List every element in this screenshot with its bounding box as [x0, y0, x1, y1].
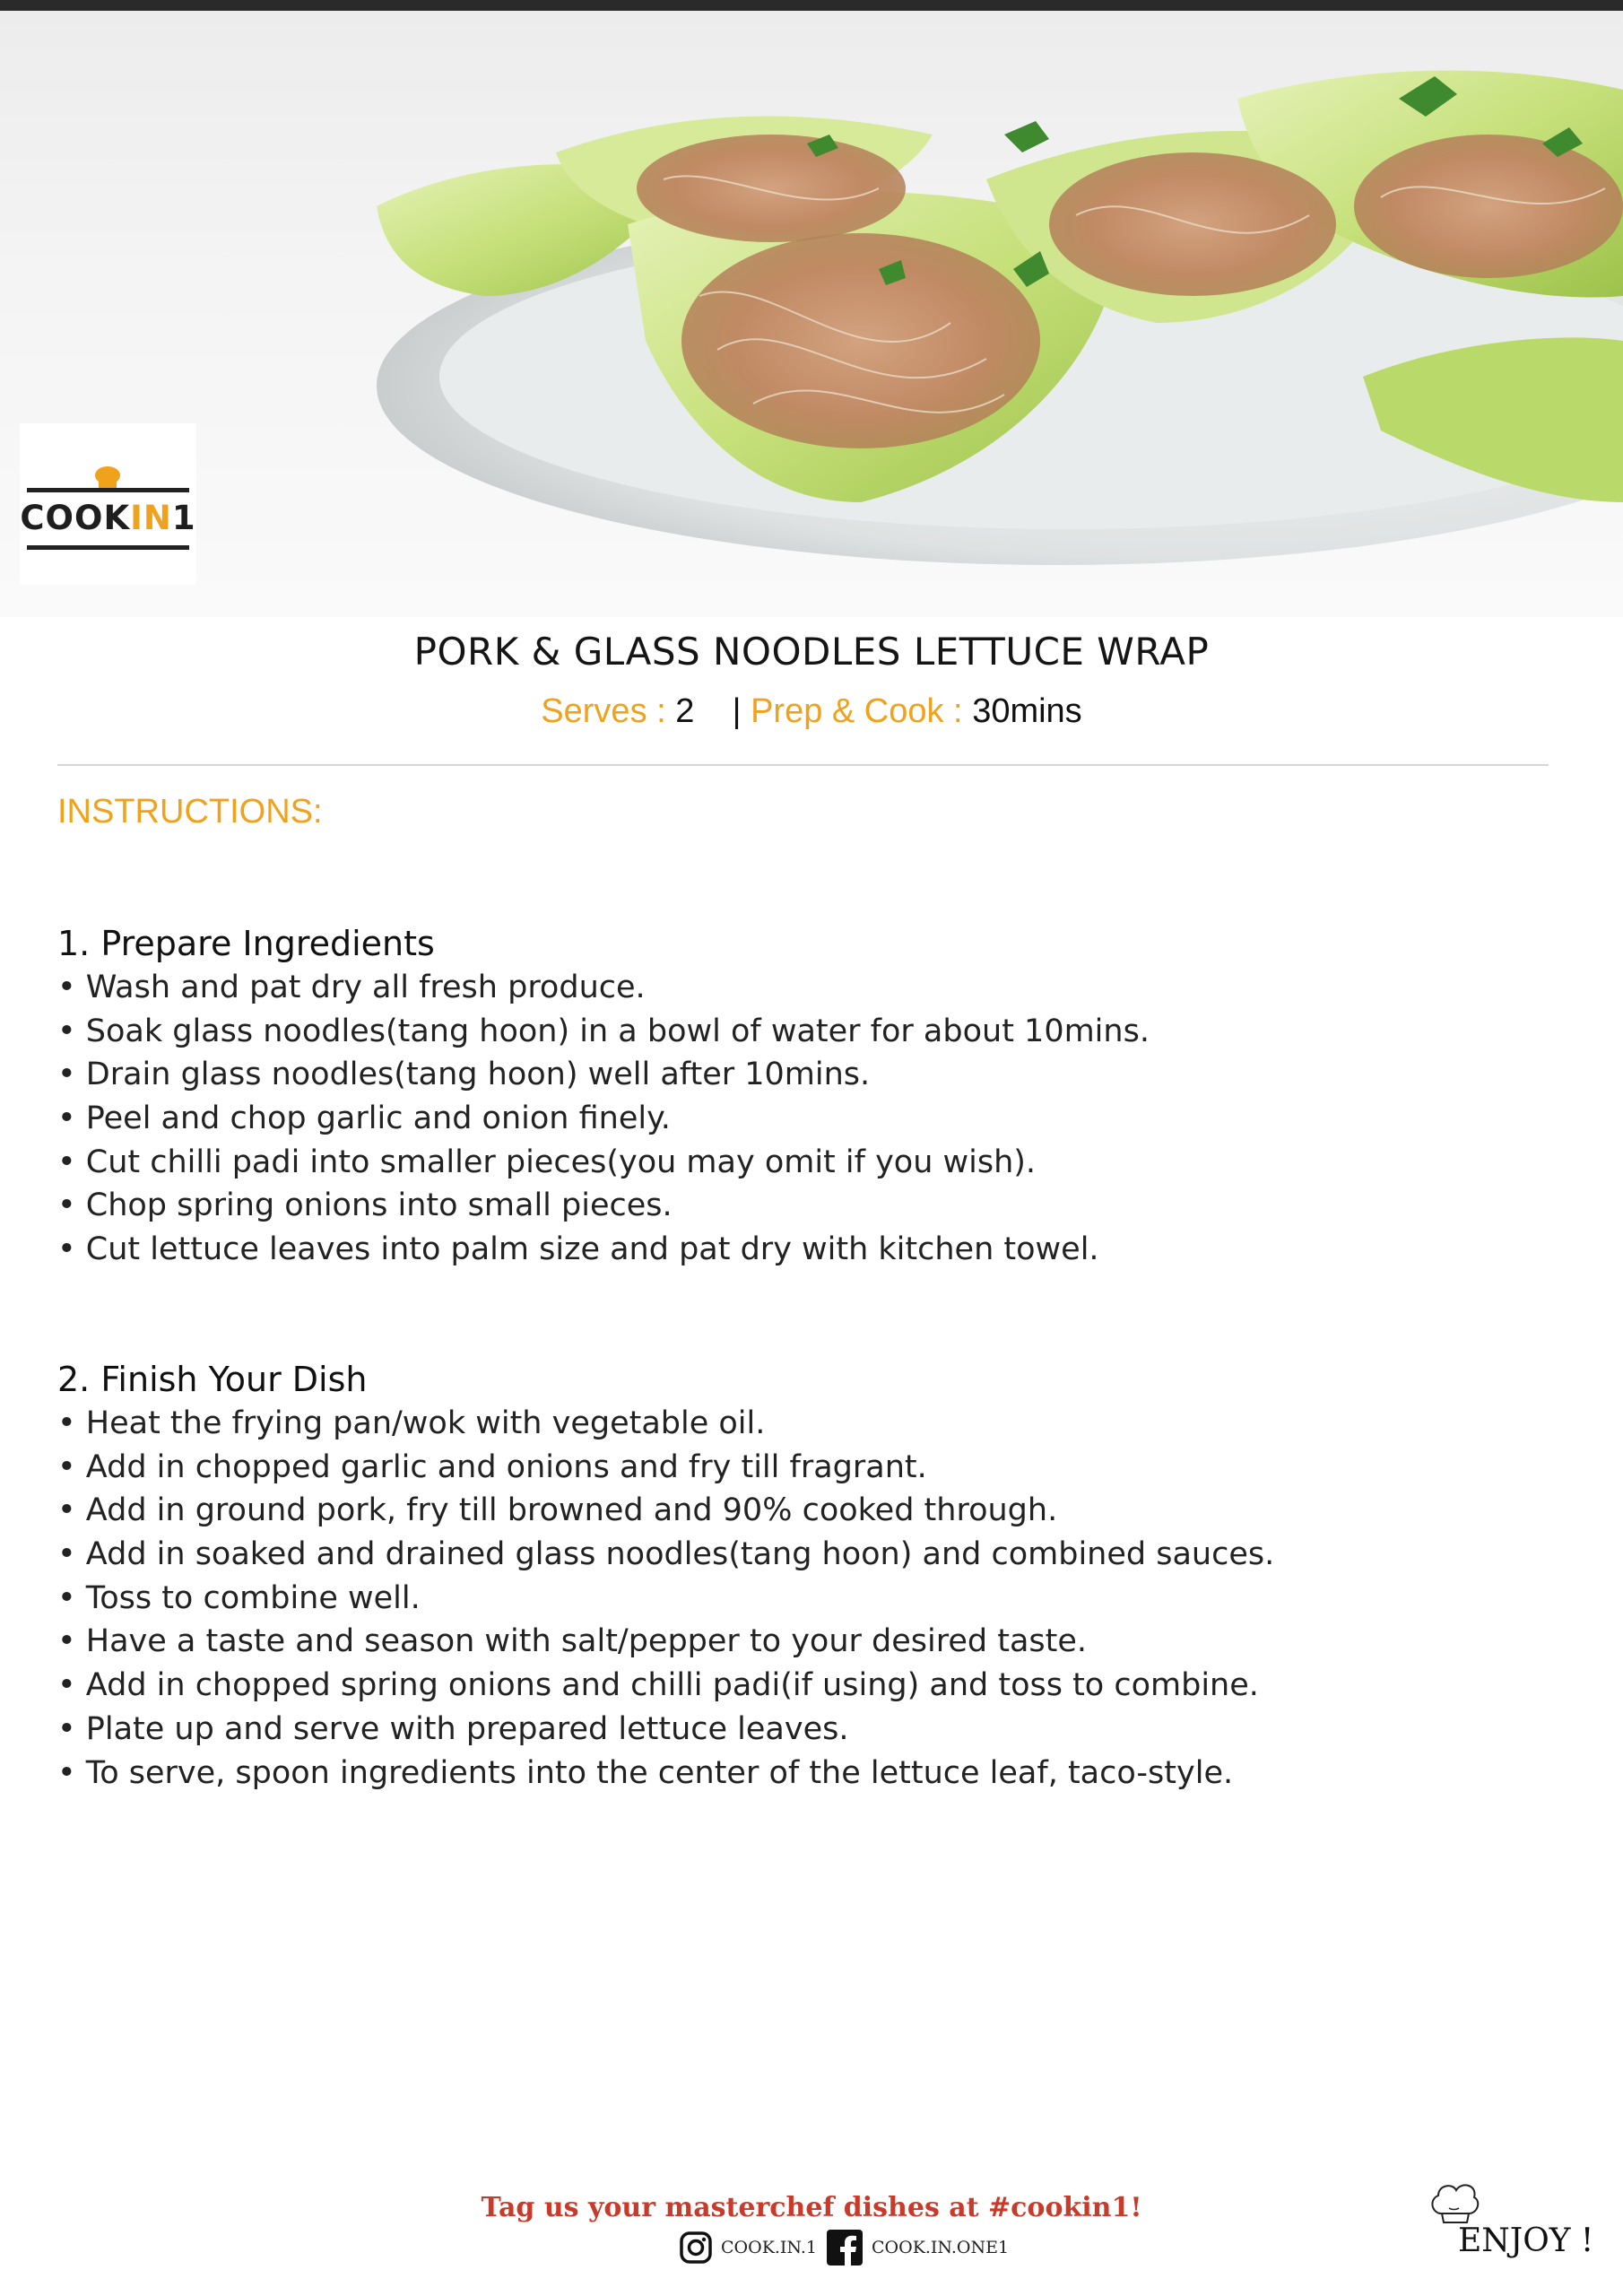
step-item: • Cut chilli padi into smaller pieces(you may omit if you wish).	[57, 1144, 1037, 1180]
instructions-heading: INSTRUCTIONS:	[57, 793, 323, 831]
serves-value: 2	[675, 692, 695, 730]
step-item: • Toss to combine well.	[57, 1579, 421, 1616]
step-item: • Peel and chop garlic and onion finely.	[57, 1100, 671, 1137]
footer-tagline: Tag us your masterchef dishes at #cookin1!	[481, 2192, 1142, 2223]
logo-rule-bottom	[27, 545, 189, 550]
step-item: • Heat the frying pan/wok with vegetable oil.	[57, 1405, 766, 1441]
divider	[57, 764, 1549, 766]
instagram-handle: COOK.IN.1	[721, 2238, 817, 2257]
instagram-icon	[680, 2231, 712, 2264]
facebook-handle: COOK.IN.ONE1	[872, 2238, 1010, 2257]
meta-separator: |	[732, 692, 742, 730]
logo-rule-top	[27, 488, 189, 492]
step-item: • Plate up and serve with prepared lettuce leaves.	[57, 1710, 849, 1747]
prep-value: 30mins	[972, 692, 1082, 730]
section-prepare	[57, 922, 1150, 1272]
instagram-link[interactable]	[680, 2229, 817, 2266]
serves-label: Serves :	[541, 692, 666, 730]
step-item: • Cut lettuce leaves into palm size and pat dry with kitchen towel.	[57, 1231, 1099, 1268]
step-item: • Soak glass noodles(tang hoon) in a bowl of water for about 10mins.	[57, 1013, 1150, 1049]
step-item: • Wash and pat dry all fresh produce.	[57, 970, 646, 1005]
section-title: 1. Prepare Ingredients	[57, 924, 435, 963]
step-item: • Add in chopped garlic and onions and fry till fragrant.	[57, 1448, 927, 1485]
section-finish	[57, 1358, 1274, 1795]
brand-logo	[20, 423, 196, 585]
step-item: • Have a taste and season with salt/pepper to your desired taste.	[57, 1623, 1088, 1660]
enjoy-text: ENJOY !	[1458, 2222, 1594, 2259]
step-item: • Drain glass noodles(tang hoon) well after 10mins.	[57, 1057, 871, 1093]
recipe-title: PORK & GLASS NOODLES LETTUCE WRAP	[413, 630, 1210, 674]
facebook-link[interactable]	[827, 2229, 1009, 2266]
hero-photo	[0, 0, 1623, 617]
step-item: • Add in chopped spring onions and chilli padi(if using) and toss to combine.	[57, 1667, 1259, 1704]
section-title: 2. Finish Your Dish	[57, 1360, 368, 1399]
logo-wordmark: COOKIN1	[20, 499, 196, 537]
step-item: • To serve, spoon ingredients into the center of the lettuce leaf, taco-style.	[57, 1754, 1234, 1791]
lettuce-wrap-photo	[0, 0, 1623, 617]
step-item: • Add in ground pork, fry till browned and 90% cooked through.	[57, 1492, 1058, 1529]
chef-hat-icon	[1428, 2178, 1483, 2228]
prep-label: Prep & Cook :	[751, 692, 963, 730]
facebook-icon	[827, 2230, 863, 2266]
step-item: • Add in soaked and drained glass noodles(tang hoon) and combined sauces.	[57, 1536, 1275, 1573]
step-item: • Chop spring onions into small pieces.	[57, 1187, 673, 1224]
recipe-meta	[0, 692, 1623, 731]
